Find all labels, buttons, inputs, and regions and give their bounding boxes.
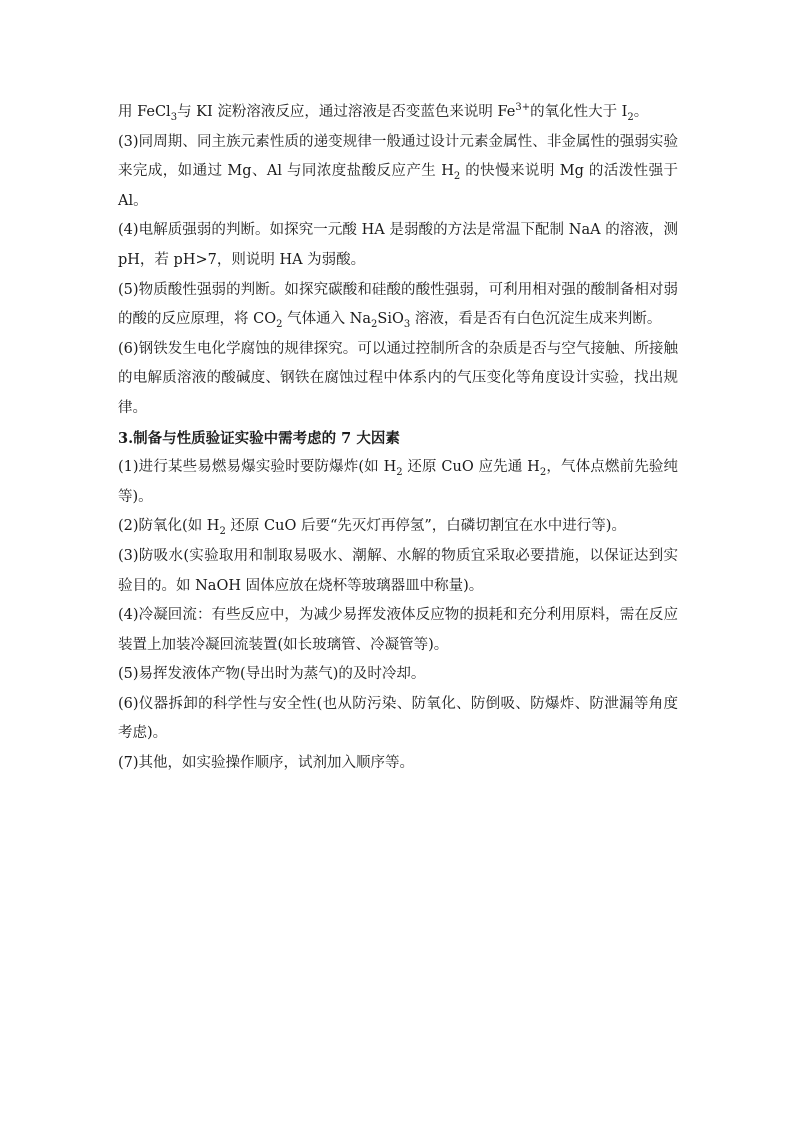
text-segment: (6)仪器拆卸的科学性与安全性(也从防污染、防氧化、防倒吸、防爆炸、防泄漏等角度考虑)。 (118, 695, 678, 742)
text-segment: (3)防吸水(实验取用和制取易吸水、潮解、水解的物质宜采取必要措施，以保证达到实验目的。如 NaOH 固体应放在烧杯等玻璃器皿中称量)。 (118, 547, 678, 594)
text-segment: (1)进行某些易燃易爆实验时要防爆炸(如 H (118, 459, 397, 476)
text-segment: 与 KI 淀粉溶液反应，通过溶液是否变蓝色来说明 Fe (177, 104, 516, 120)
text-segment: (6)钢铁发生电化学腐蚀的规律探究。可以通过控制所含的杂质是否与空气接触、所接触的电解质溶液的酸碱度、钢铁在腐蚀过程中体系内的气压变化等角度设计实验，找出规律。 (118, 340, 678, 416)
text-segment: 还原 CuO 应先通 H (402, 459, 540, 476)
text-segment: (5)物质酸性强弱的判断。如探究碳酸和硅酸的酸性强弱，可利用相对强的酸制备相对弱的酸的反应原理，将 CO (118, 281, 678, 328)
document-body (118, 98, 678, 779)
paragraph-item-6-corrosion (118, 335, 678, 424)
section-heading-7-factors (118, 424, 678, 454)
text-segment: ，气体点燃前先验纯等)。 (118, 459, 678, 505)
paragraph-factor-5-cooling (118, 660, 678, 690)
subscript: 2 (371, 319, 378, 331)
subscript: 2 (453, 171, 461, 183)
text-segment: 的快慢来说明 Mg 的活泼性强于 Al。 (118, 163, 678, 209)
subscript: 2 (627, 111, 634, 123)
text-segment: 溶液，看是否有白色沉淀生成来判断。 (410, 311, 662, 328)
paragraph-factor-7-other (118, 749, 678, 779)
paragraph-factor-4-reflux (118, 601, 678, 660)
text-segment: (5)易挥发液体产物(导出时为蒸气)的及时冷却。 (118, 666, 426, 683)
text-segment: (4)冷凝回流：有些反应中，为减少易挥发液体反应物的损耗和充分利用原料，需在反应装置上加装冷凝回流装置(如长玻璃管、冷凝管等)。 (118, 607, 678, 653)
subscript: 2 (276, 319, 283, 331)
text-segment: 用 FeCl (118, 104, 171, 120)
text-segment: SiO (377, 311, 404, 328)
text-segment: 。 (633, 104, 649, 120)
text-segment: (3)同周期、同主族元素性质的递变规律一般通过设计元素金属性、非金属性的强弱实验来完成，如通过 Mg、Al 与同浓度盐酸反应产生 H (118, 133, 678, 180)
text-segment: (2)防氧化(如 H (118, 518, 220, 535)
text-segment: 3.制备与性质验证实验中需考虑的 7 大因素 (118, 429, 400, 447)
text-segment: 气体通入 Na (282, 311, 372, 328)
subscript: 2 (396, 467, 403, 479)
paragraph-item-3-periodic-trends (118, 128, 678, 217)
paragraph-factor-2-oxidation (118, 512, 678, 542)
text-segment: (7)其他，如实验操作顺序，试剂加入顺序等。 (118, 755, 415, 772)
subscript: 2 (539, 467, 547, 479)
text-segment: (4)电解质强弱的判断。如探究一元酸 HA 是弱酸的方法是常温下配制 NaA 的溶液，测 pH，若 pH>7，则说明 HA 为弱酸。 (118, 222, 678, 268)
paragraph-factor-1-explosion (118, 453, 678, 512)
subscript: 3 (403, 319, 411, 331)
text-segment: 的氧化性大于 I (530, 104, 628, 120)
paragraph-item-4-electrolyte-strength (118, 216, 678, 275)
paragraph-fecl3-ki (118, 98, 678, 128)
subscript: 3 (170, 111, 178, 123)
paragraph-factor-3-moisture (118, 542, 678, 601)
text-segment: 还原 CuO 后要“先灭灯再停氢”，白磷切割宜在水中进行等)。 (225, 518, 626, 535)
paragraph-item-5-acidity (118, 276, 678, 335)
paragraph-factor-6-disassembly (118, 690, 678, 749)
superscript: 3+ (515, 102, 531, 114)
subscript: 2 (219, 526, 226, 538)
